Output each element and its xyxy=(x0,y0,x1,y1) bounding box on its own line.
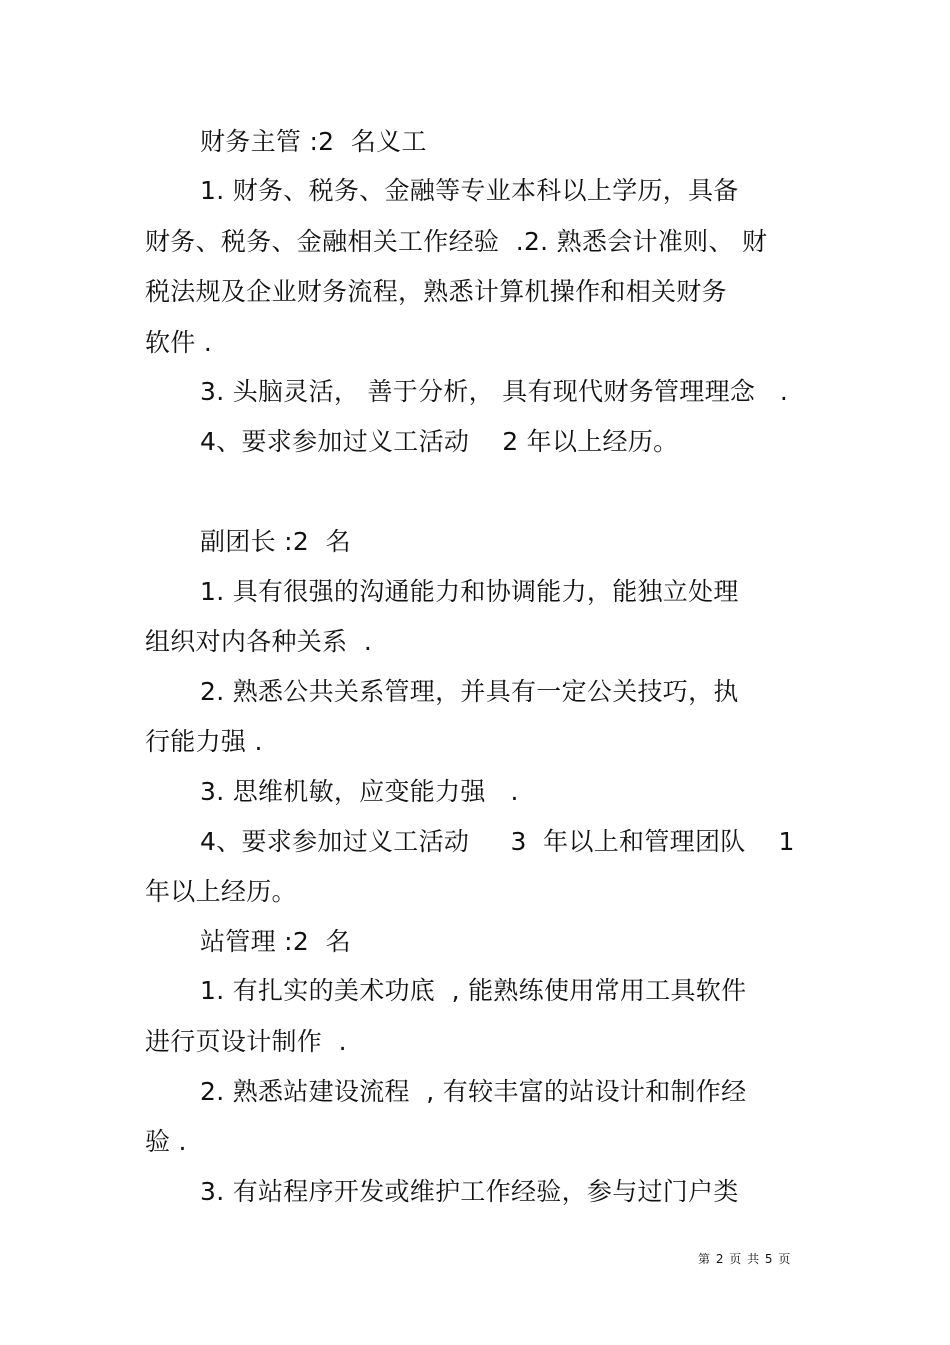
paragraph-line: 2. 熟悉站建设流程 , 有较丰富的站设计和制作经 xyxy=(200,1077,747,1106)
paragraph-line: 验 . xyxy=(145,1127,187,1156)
paragraph-line: 4、要求参加过义工活动 2 年以上经历。 xyxy=(200,427,679,456)
section-heading: 站管理 :2 名 xyxy=(200,927,351,956)
paragraph-line: 3. 有站程序开发或维护工作经验，参与过门户类 xyxy=(200,1177,739,1206)
paragraph-line: 4、要求参加过义工活动 3 年以上和管理团队 1 xyxy=(200,827,795,856)
paragraph-line: 1. 财务、税务、金融等专业本科以上学历，具备 xyxy=(200,176,739,205)
paragraph-line: 组织对内各种关系 . xyxy=(145,627,373,656)
paragraph-line: 3. 思维机敏，应变能力强 . xyxy=(200,777,519,806)
section-heading: 财务主管 :2 名义工 xyxy=(200,127,427,156)
paragraph-line: 财务、税务、金融相关工作经验 .2. 熟悉会计准则、 财 xyxy=(145,227,768,256)
page-number-footer: 第 2 页 共 5 页 xyxy=(698,1252,792,1266)
section-heading: 副团长 :2 名 xyxy=(200,527,351,556)
paragraph-line: 年以上经历。 xyxy=(145,877,297,906)
paragraph-line: 行能力强 . xyxy=(145,727,263,756)
paragraph-line: 2. 熟悉公共关系管理，并具有一定公关技巧，执 xyxy=(200,677,739,706)
paragraph-line: 税法规及企业财务流程，熟悉计算机操作和相关财务 xyxy=(145,277,727,306)
paragraph-line: 1. 具有很强的沟通能力和协调能力，能独立处理 xyxy=(200,577,739,606)
paragraph-line: 软件 . xyxy=(145,328,213,357)
paragraph-line: 1. 有扎实的美术功底 , 能熟练使用常用工具软件 xyxy=(200,976,747,1005)
paragraph-line: 进行页设计制作 . xyxy=(145,1027,347,1056)
paragraph-line: 3. 头脑灵活， 善于分析， 具有现代财务管理理念 . xyxy=(200,377,789,406)
